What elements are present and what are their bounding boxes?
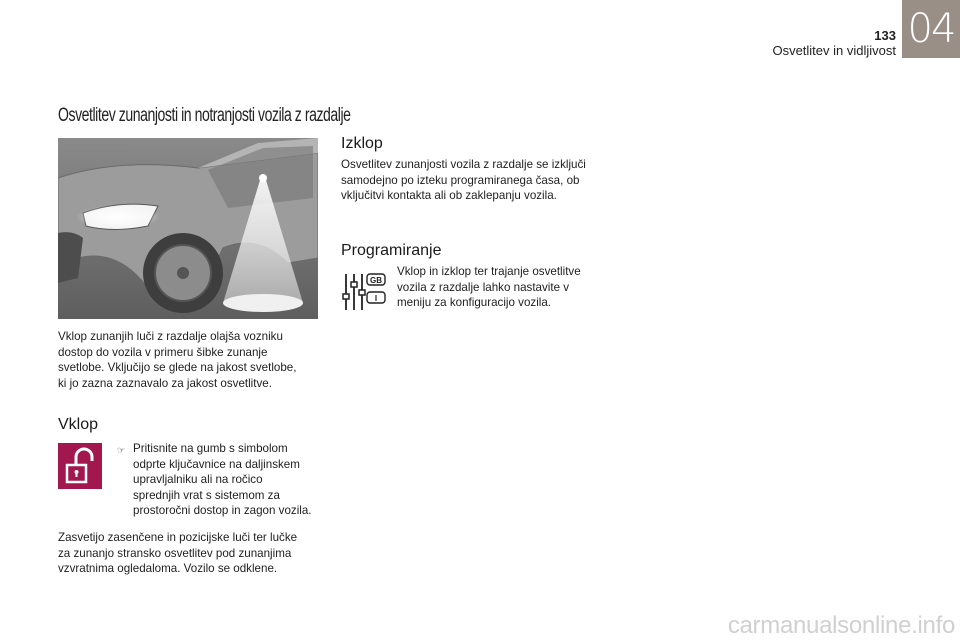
text-line: Osvetlitev zunanjosti vozila z razdalje se izključi [341, 158, 586, 171]
text-line: Zasvetijo zasenčene in pozicijske luči ter lučke [58, 531, 298, 544]
text-line: Vklop zunanjih luči z razdalje olajša vozniku [58, 330, 283, 343]
chapter-title: Osvetlitev in vidljivost [772, 43, 896, 58]
text-line: dostop do vozila v primeru šibke zunanje [58, 345, 268, 359]
section-title: Osvetlitev zunanjosti in notranjosti vozila z razdalje [58, 105, 351, 126]
text-line: Pritisnite na gumb s simbolom [133, 442, 288, 455]
heading-vklop: Vklop [58, 416, 99, 433]
heading-izklop: Izklop [341, 135, 383, 152]
gb-badge-label: GB [370, 276, 382, 285]
page-number: 133 [874, 28, 896, 43]
vklop-result-paragraph [58, 530, 297, 577]
heading-programiranje: Programiranje [341, 242, 442, 259]
text-line: svetlobe. Vključijo se glede na jakost svetlobe, [58, 361, 297, 375]
text-line: Vklop in izklop ter trajanje osvetlitve [397, 265, 581, 278]
chapter-number-badge: 04 [902, 0, 960, 58]
bullet-arrow-icon: ☞ [117, 445, 126, 455]
text-line: vzvratnima ogledaloma. Vozilo se odklene. [58, 562, 278, 576]
text-line: samodejno po izteku programiranega časa, ob [341, 173, 580, 187]
text-line: vozila z razdalje lahko nastavite v [397, 280, 570, 294]
intro-paragraph [58, 329, 296, 391]
text-line: odprte ključavnice na daljinskem [133, 457, 300, 471]
settings-sliders-icon [340, 270, 388, 314]
text-line: vključitvi kontakta ali ob zaklepanju vozila. [341, 189, 557, 203]
watermark: carmanualsonline.info [727, 612, 955, 639]
programiranje-paragraph [397, 264, 581, 311]
text-line: upravljalniku ali na ročico [133, 473, 263, 487]
car-headlight-illustration [58, 138, 318, 319]
izklop-paragraph [341, 157, 586, 204]
open-padlock-icon [58, 443, 102, 489]
i-badge-label: I [374, 294, 378, 303]
text-line: za zunanjo stransko osvetlitev pod zunanjima [58, 546, 292, 560]
vklop-bullet-text [133, 441, 312, 519]
text-line: ki jo zazna zaznavalo za jakost osvetlitve. [58, 376, 272, 390]
text-line: meniju za konfiguracijo vozila. [397, 296, 552, 310]
text-line: prostoročni dostop in zagon vozila. [133, 504, 312, 518]
text-line: sprednjih vrat s sistemom za [133, 488, 280, 502]
